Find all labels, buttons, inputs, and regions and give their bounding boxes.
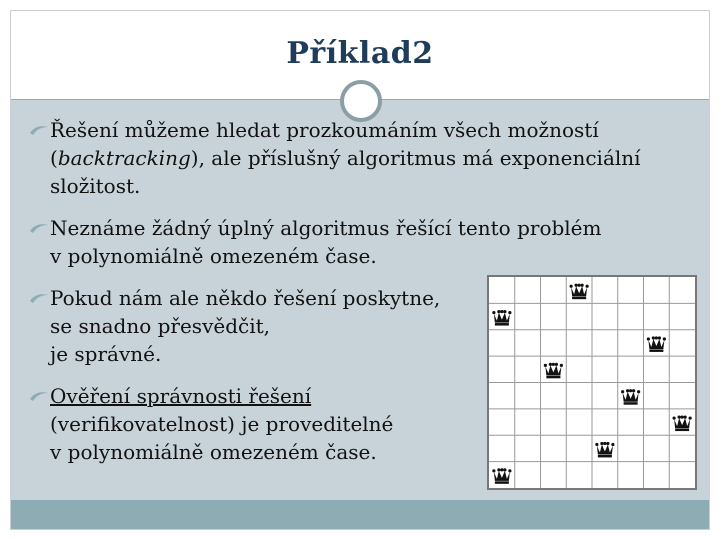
queen-icon <box>492 310 511 326</box>
chessboard-grid <box>489 277 695 488</box>
queen-icon <box>647 336 666 352</box>
queen-icon <box>595 442 614 458</box>
bullet-text: Neznáme žádný úplný algoritmus řešící tento problém <box>50 216 602 240</box>
queen-icon <box>492 468 511 484</box>
bullet-text: v polynomiálně omezeném čase. <box>50 440 377 464</box>
bullet-line <box>50 438 490 466</box>
bullet-text: backtracking <box>57 146 191 170</box>
footer-bar <box>11 500 709 529</box>
bullet-item <box>26 382 490 466</box>
bullet-item <box>26 284 490 368</box>
bullet-item <box>26 214 696 270</box>
queen-icon <box>544 363 563 379</box>
bullet-text: se snadno přesvědčit, <box>50 314 270 338</box>
bullet-text: ), ale příslušný algoritmus má exponenciální <box>190 146 641 170</box>
bullet-text: Ověření správnosti řešení <box>50 384 312 408</box>
bullet-line <box>50 242 696 270</box>
bullet-line <box>50 144 696 172</box>
bullet-text: Řešení můžeme hledat prozkoumáním všech možností <box>50 118 599 142</box>
bullet-text: složitost. <box>50 174 141 198</box>
bullet-text: ( <box>50 146 58 170</box>
chessboard-eight-queens <box>487 275 697 490</box>
bullet-line <box>50 116 696 144</box>
bullet-text: je správné. <box>50 342 162 366</box>
bullet-text: (verifikovatelnost) je proveditelné <box>50 412 394 436</box>
bullet-line <box>50 312 490 340</box>
bullet-text: v polynomiálně omezeném čase. <box>50 244 377 268</box>
bullet-line <box>50 410 490 438</box>
bullet-line <box>50 340 490 368</box>
bullet-item <box>26 116 696 200</box>
swoosh-bullet-icon <box>28 384 50 406</box>
bullet-line <box>50 284 490 312</box>
queen-icon <box>621 389 640 405</box>
bullet-text: Pokud nám ale někdo řešení poskytne, <box>50 286 441 310</box>
bullet-line <box>50 172 696 200</box>
queen-icon <box>570 284 589 300</box>
swoosh-bullet-icon <box>28 216 50 238</box>
swoosh-bullet-icon <box>28 118 50 140</box>
bullet-line <box>50 214 696 242</box>
queen-icon <box>673 415 692 431</box>
bullet-line <box>50 382 490 410</box>
swoosh-bullet-icon <box>28 286 50 308</box>
slide-title: Příklad2 <box>286 36 434 71</box>
